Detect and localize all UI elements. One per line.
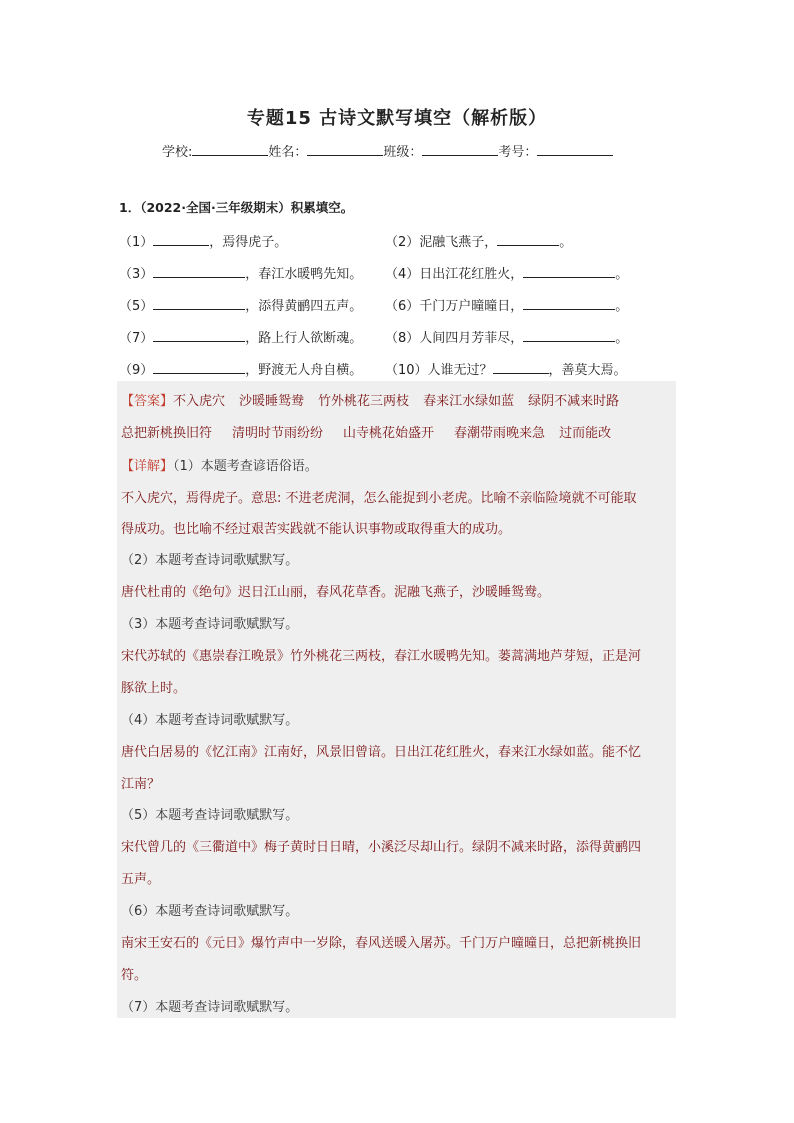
detail-line: 唐代白居易的《忆江南》江南好，风景旧曾谙。日出江花红胜火，春来江水绿如蓝。能不忆 (121, 745, 642, 760)
answer-item: 春潮带雨晚来急 (454, 426, 546, 441)
answer-item: 沙暖睡鸳鸯 (239, 394, 305, 409)
class-field[interactable] (422, 143, 498, 156)
detail-line: 宋代苏轼的《惠崇春江晚景》竹外桃花三两枝，春江水暖鸭先知。蒌蒿满地芦芽短，正是河 (121, 649, 642, 664)
answer-blank[interactable] (493, 361, 549, 374)
fill-row (119, 263, 629, 282)
answer-blank[interactable] (153, 233, 209, 246)
detail-line: 得成功。也比喻不经过艰苦实践就不能认识事物或取得重大的成功。 (121, 522, 512, 537)
detail-line: （6）本题考查诗词歌赋默写。 (121, 904, 299, 919)
name-label: 姓名： (268, 145, 308, 160)
item-number: （3） (119, 267, 154, 282)
answer-blank[interactable] (153, 361, 245, 374)
answer-item: 山寺桃花始盛开 (343, 426, 435, 441)
answer-item: 不入虎穴 (173, 394, 226, 409)
item-number: （7） (119, 331, 154, 346)
detail-line: 江南？ (121, 777, 161, 792)
item-text: （10）人谁无过？ (385, 363, 493, 378)
answer-blank[interactable] (523, 329, 615, 342)
detail-line: 宋代曾几的《三衢道中》梅子黄时日日晴，小溪泛尽却山行。绿阴不减来时路，添得黄鹂四 (121, 840, 642, 855)
item-text: ，善莫大焉。 (548, 363, 627, 378)
answer-line (121, 422, 611, 441)
item-text: 。 (615, 299, 629, 314)
answer-blank[interactable] (523, 265, 615, 278)
detail-heading (121, 455, 318, 474)
detail-line: （7）本题考查诗词歌赋默写。 (121, 1000, 299, 1015)
item-text: 。 (559, 235, 573, 250)
detail-line: 豚欲上时。 (121, 681, 187, 696)
student-info-row (162, 141, 613, 160)
number-label: 考号： (498, 145, 538, 160)
answer-tag: 【答案】 (121, 394, 174, 409)
answer-item: 绿阴不减来时路 (528, 394, 620, 409)
item-text: （8）人间四月芳菲尽， (385, 331, 524, 346)
item-text: 。 (615, 267, 629, 282)
fill-row (119, 327, 629, 346)
detail-line: 不入虎穴，焉得虎子。意思: 不进老虎洞，怎么能捉到小老虎。比喻不亲临险境就不可能取 (121, 491, 637, 506)
item-text: ，春江水暖鸭先知。 (245, 267, 363, 282)
item-text: （2）泥融飞燕子， (385, 235, 498, 250)
answer-blank[interactable] (523, 297, 615, 310)
answer-item: 过而能改 (559, 426, 612, 441)
answer-panel (117, 381, 676, 1018)
detail-tag: 【详解】 (121, 459, 174, 474)
fill-row (119, 359, 627, 378)
answer-item: 总把新桃换旧符 (121, 426, 213, 441)
question-heading: 1．（2022·全国·三年级期末）积累填空。 (119, 200, 354, 215)
item-text: ，路上行人欲断魂。 (245, 331, 363, 346)
item-text: （4）日出江花红胜火， (385, 267, 524, 282)
detail-line: 唐代杜甫的《绝句》迟日江山丽，春风花草香。泥融飞燕子，沙暖睡鸳鸯。 (121, 585, 551, 600)
page-title: 专题15 古诗文默写填空（解析版） (246, 108, 548, 129)
item-number: （1） (119, 235, 154, 250)
answer-item: 竹外桃花三两枝 (318, 394, 410, 409)
item-text: ，野渡无人舟自横。 (245, 363, 363, 378)
detail-line: 南宋王安石的《元日》爆竹声中一岁除，春风送暖入屠苏。千门万户曈曈日，总把新桃换旧 (121, 936, 642, 951)
answer-item: 清明时节雨纷纷 (232, 426, 324, 441)
class-label: 班级： (383, 145, 423, 160)
answer-blank[interactable] (153, 265, 245, 278)
item-text: ，添得黄鹂四五声。 (245, 299, 363, 314)
detail-line: 五声。 (121, 872, 161, 887)
detail-line: （3）本题考查诗词歌赋默写。 (121, 617, 299, 632)
item-text: ，焉得虎子。 (209, 235, 288, 250)
item-text: 。 (615, 331, 629, 346)
detail-line: （4）本题考查诗词歌赋默写。 (121, 713, 299, 728)
answer-line (121, 390, 619, 409)
detail-line: 符。 (121, 968, 148, 983)
number-field[interactable] (537, 143, 613, 156)
item-number: （9） (119, 363, 154, 378)
name-field[interactable] (307, 143, 383, 156)
answer-blank[interactable] (153, 329, 245, 342)
detail-line: （2）本题考查诗词歌赋默写。 (121, 553, 299, 568)
detail-line: （5）本题考查诗词歌赋默写。 (121, 808, 299, 823)
answer-blank[interactable] (153, 297, 245, 310)
detail-text: （1）本题考查谚语俗语。 (173, 459, 318, 474)
fill-row (119, 295, 629, 314)
item-text: （6）千门万户曈曈日， (385, 299, 524, 314)
school-label: 学校: (162, 145, 193, 160)
school-field[interactable] (192, 143, 268, 156)
item-number: （5） (119, 299, 154, 314)
answer-blank[interactable] (497, 233, 559, 246)
fill-row (119, 231, 573, 250)
answer-item: 春来江水绿如蓝 (423, 394, 515, 409)
